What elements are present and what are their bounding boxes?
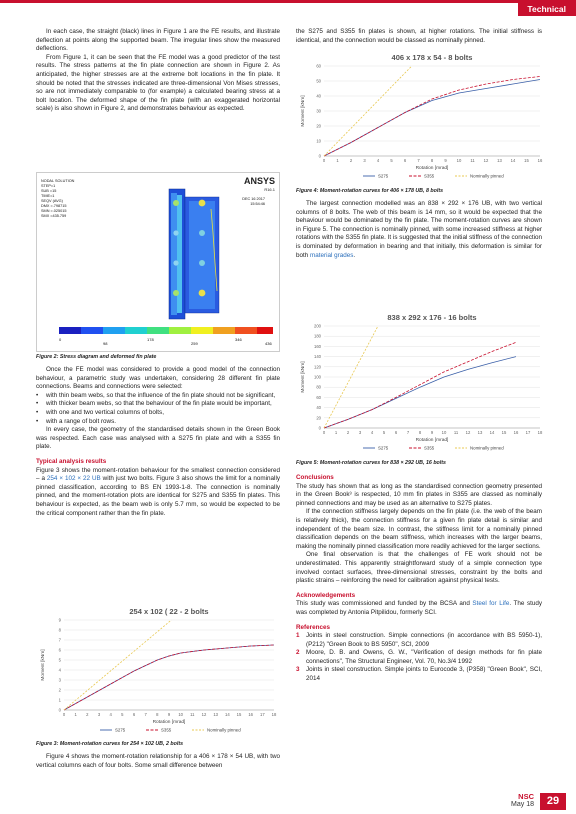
y-tick-label: 60 [316, 394, 321, 400]
x-tick-label: 7 [417, 158, 420, 163]
x-tick-label: 6 [394, 430, 398, 435]
y-tick-label: 20 [316, 123, 321, 129]
paragraph: Figure 4 shows the moment-rotation relationship for a 406 × 178 × 54 UB, with two vertical columns each of four bolts. Some small difference between [36, 753, 280, 769]
fin-plate-model [169, 189, 219, 319]
x-tick-label: 5 [121, 712, 124, 717]
x-tick-label: 4 [109, 712, 112, 717]
y-axis-label: Moment [kNm] [301, 95, 306, 127]
ref-text: Joints in steel construction. Simple connections (in accordance with BS 5950-1), (P212) "Green Book to BS 5950", SCI, 2009 [306, 632, 542, 648]
x-tick-label: 17 [525, 430, 531, 435]
y-tick-label: 120 [314, 364, 321, 370]
y-tick-label: 9 [58, 617, 61, 623]
x-tick-label: 15 [524, 158, 529, 163]
y-tick-label: 0 [318, 153, 321, 159]
steel-for-life-link[interactable]: Steel for Life [472, 600, 510, 608]
x-tick-label: 6 [403, 158, 407, 163]
x-tick-label: 8 [430, 158, 434, 163]
figure4-caption: Figure 4: Moment-rotation curves for 406 × 178 UB, 8 bolts [296, 188, 444, 194]
x-tick-label: 3 [363, 158, 366, 163]
scale-label: 98 [103, 341, 108, 346]
x-tick-label: 4 [376, 158, 380, 163]
y-tick-label: 6 [58, 647, 61, 653]
x-tick-label: 5 [390, 158, 393, 163]
y-axis-label: Moment [kNm] [41, 649, 46, 681]
y-tick-label: 20 [316, 415, 321, 421]
chart-title: 406 x 178 x 54 - 8 bolts [391, 53, 473, 62]
paragraph [296, 200, 542, 260]
reference-list [296, 632, 542, 684]
reference-item [296, 649, 542, 666]
x-tick-label: 12 [465, 430, 471, 435]
x-tick-label: 2 [349, 158, 353, 163]
scale-label: 0 [59, 337, 62, 342]
legend-label: S355 [424, 173, 435, 179]
x-tick-label: 13 [213, 712, 219, 717]
text: The largest connection modelled was an 838 × 292 × 176 UB, with two vertical columns of 8 bolts. The web of this beam is 14 mm, so it would be expected that the behaviour would be dominated by the fin plate. The moment-rotation curves are shown in Figure 5. The connection is nominally pinned, with some increased stiffness at higher rotations with the S355 fin plate. It is suggested that the initial stiffness of the connection is dominated by deformation in bearing and that initially, this deformation is similar for both [296, 200, 542, 259]
x-tick-label: 13 [477, 430, 483, 435]
left-column-top [36, 28, 280, 114]
x-tick-label: 16 [537, 158, 543, 163]
paragraph [296, 600, 542, 617]
paragraph: From Figure 1, it can be seen that the FE model was a good predictor of the test results. The stress patterns at the fin plate connection are shown in Figure 2. As anticipated, the higher stresses are at the extreme bolt locations in the fin plate. It should be noted that the stresses indicated are three-dimensional Von Mises stresses, so are not immediately comparable to (for example) a calculated bearing stress at a bolt location. The deformed shape of the fin plate (with an exaggerated horizontal scale) is also shown in Figure 2, and demonstrates behaviour as expected. [36, 53, 280, 113]
reference-item [296, 666, 542, 683]
fea-legend-line: DMX =.798715 [41, 204, 67, 208]
chart-figure3 [36, 604, 280, 740]
chart-title: 838 x 292 x 176 - 16 bolts [387, 313, 477, 322]
y-tick-label: 3 [58, 677, 61, 683]
ref-number: 1 [296, 632, 300, 640]
series-line [324, 357, 516, 428]
left-column-bottom [36, 753, 280, 770]
y-tick-label: 80 [316, 384, 321, 390]
y-tick-label: 40 [316, 93, 321, 99]
x-tick-label: 8 [156, 712, 159, 717]
section-heading: Acknowledgements [296, 591, 356, 599]
x-tick-label: 10 [178, 712, 184, 717]
fea-date: DEC 16 2017 [242, 197, 265, 201]
x-tick-label: 18 [271, 712, 277, 717]
paragraph: In each case, the straight (black) lines in Figure 1 are the FE results, and illustrate deflection at points along the supported beam. The irregular lines show the measured deflections. [36, 28, 280, 53]
figure2-caption: Figure 2: Stress diagram and deformed fin plate [36, 354, 157, 360]
x-tick-label: 1 [336, 158, 339, 163]
scale-label: 436 [265, 341, 272, 346]
stress-colour-scale [59, 327, 273, 334]
x-tick-label: 2 [346, 430, 350, 435]
legend-label: S275 [378, 445, 389, 451]
x-tick-label: 6 [132, 712, 136, 717]
right-column-top [296, 28, 542, 45]
fea-time: 15:54:46 [250, 202, 265, 206]
right-column-bottom [296, 472, 542, 684]
x-axis-label: Rotation [mrad] [152, 720, 186, 725]
x-tick-label: 14 [510, 158, 516, 163]
section-heading: References [296, 623, 330, 631]
x-tick-label: 7 [144, 712, 147, 717]
legend-label: Nominally pinned [470, 173, 504, 179]
x-tick-label: 18 [537, 430, 543, 435]
x-tick-label: 10 [441, 430, 447, 435]
list-item: • with thicker beam webs, so that the behaviour of the fin plate would be important, [44, 400, 280, 409]
x-tick-label: 3 [358, 430, 362, 435]
y-axis-label: Moment [kNm] [301, 361, 306, 393]
material-grades-link[interactable]: material grades [310, 251, 354, 259]
paragraph: The study has shown that as long as the standardised connection geometry presented in the Green Book³ is respected, 10 mm fin plates in S355 are classed as nominally pinned connections and may be used as an alternative to S275 plates. [296, 482, 542, 507]
x-tick-label: 11 [470, 158, 475, 163]
x-tick-label: 4 [370, 430, 374, 435]
section-heading: Typical analysis results [36, 457, 107, 465]
legend-label: Nominally pinned [470, 445, 504, 451]
x-tick-label: 1 [334, 430, 338, 435]
text: Figure 3 shows the moment-rotation behaviour for the smallest connection considered – a [36, 466, 280, 483]
y-tick-label: 10 [316, 138, 321, 144]
fea-legend-line: SMN =.025015 [41, 209, 67, 213]
x-tick-label: 8 [418, 430, 422, 435]
beam-link[interactable]: 254 × 102 × 22 UB [46, 475, 101, 483]
x-tick-label: 9 [167, 712, 171, 717]
fea-legend-line: STEP=1 [41, 184, 56, 188]
legend-label: S275 [115, 727, 126, 733]
y-tick-label: 140 [314, 354, 321, 360]
figure3-caption: Figure 3: Moment-rotation curves for 254 × 102 UB, 2 bolts [36, 741, 184, 747]
section-heading: Conclusions [296, 474, 334, 481]
y-tick-label: 4 [58, 667, 61, 673]
legend-label: Nominally pinned [207, 727, 241, 733]
chart-figure4 [296, 50, 546, 186]
x-tick-label: 3 [97, 712, 101, 717]
scale-label: 346 [235, 337, 242, 342]
x-tick-label: 9 [430, 430, 434, 435]
ref-number: 3 [296, 666, 300, 674]
right-column-middle [296, 200, 542, 260]
y-tick-label: 180 [314, 333, 321, 339]
x-tick-label: 9 [444, 158, 447, 163]
y-tick-label: 5 [58, 657, 61, 663]
x-axis-label: Rotation [mrad] [415, 438, 449, 443]
y-tick-label: 8 [58, 627, 61, 633]
x-tick-label: 5 [382, 430, 386, 435]
page-header [0, 0, 576, 18]
y-tick-label: 7 [58, 637, 61, 643]
header-rule [0, 0, 576, 3]
chart-title: 254 x 102 ( 22 - 2 bolts [129, 607, 209, 616]
x-tick-label: 11 [453, 430, 459, 435]
ansys-version: R16.1 [264, 187, 275, 192]
bullet-list [36, 392, 280, 426]
text: . [353, 251, 356, 259]
paragraph: If the connection stiffness largely depends on the fin plate (i.e. the web of the beam is relatively thick), the connection stiffness for a given fin plate detail is similar and independent of the beam size. In contrast, the stiffness limit for a nominally pinned classification depends on the beam stiffness, which increases with the larger beams, making the nominally pinned classification more readily achieved for the larger sections. [296, 508, 542, 550]
list-item: • with one and two vertical columns of bolts, [44, 409, 280, 418]
x-tick-label: 13 [497, 158, 502, 163]
y-tick-label: 0 [318, 425, 321, 431]
series-line [324, 342, 516, 428]
x-tick-label: 0 [322, 158, 326, 163]
legend-label: S355 [161, 727, 172, 733]
fea-legend-line: SUB =15 [41, 189, 57, 193]
reference-item [296, 632, 542, 649]
x-tick-label: 17 [259, 712, 265, 717]
fea-legend-line: TIME=1 [41, 194, 55, 198]
fea-stress-figure [36, 172, 280, 352]
list-item: • with a range of bolt rows. [44, 418, 280, 427]
x-tick-label: 10 [456, 158, 462, 163]
fea-legend-line: SEQV (AVG) [41, 199, 63, 203]
scale-label: 178 [147, 337, 154, 342]
paragraph [36, 467, 280, 519]
series-line [324, 77, 540, 157]
paragraph: In every case, the geometry of the standardised details shown in the Green Book was respected. Each case was analysed with a S275 fin plate and with a S355 fin plate. [36, 426, 280, 451]
x-tick-label: 15 [501, 430, 507, 435]
paragraph: Once the FE model was considered to provide a good model of the connection behaviour, a parametric study was undertaken, considering 28 different fin plate connections. Beams and connections were selected: [36, 366, 280, 391]
text: with just two bolts. Figure 3 also shows the limit for a nominally pinned classification, according to BS EN 1993-1-8. The connection is nominally pinned, and the moment-rotation plots are identical for S275 and S355 fin plates. This behaviour is expected, as the beam web is only 5.7 mm, so would be expected to be the critical component rather than the fin plate. [36, 475, 280, 517]
left-column-middle [36, 366, 280, 518]
x-tick-label: 16 [248, 712, 254, 717]
paragraph: the S275 and S355 fin plates is shown, at higher rotations. The initial stiffness is identical, and the connection would be classed as nominally pinned. [296, 28, 542, 44]
x-tick-label: 0 [62, 712, 66, 717]
fea-legend-line: SMX =435.759 [41, 214, 67, 218]
x-tick-label: 1 [74, 712, 77, 717]
x-axis-label: Rotation [mrad] [415, 166, 449, 171]
legend-label: S355 [424, 445, 435, 451]
page-number: 29 [540, 793, 566, 810]
x-tick-label: 12 [483, 158, 489, 163]
text: . The study was completed by Antonia Pitpilidou, formerly SCI. [296, 600, 542, 616]
y-tick-label: 40 [316, 405, 321, 411]
ref-text: Moore, D. B. and Owens, G. W., "Verification of design methods for fin plate connections", The Structural Engineer, Vol. 70, No.3/4 1992 [306, 649, 542, 665]
y-tick-label: 100 [314, 374, 321, 380]
list-item: • with thin beam webs, so that the influence of the fin plate should not be significant, [44, 392, 280, 401]
scale-label: 259 [191, 341, 198, 346]
y-tick-label: 1 [58, 697, 61, 703]
figure5-caption: Figure 5: Moment-rotation curves for 838 × 292 UB, 16 bolts [296, 460, 446, 466]
x-tick-label: 12 [201, 712, 207, 717]
y-tick-label: 200 [314, 323, 321, 329]
ref-text: Joints in steel construction. Simple joints to Eurocode 3, (P358) "Green Book", SCI, 2014 [306, 666, 542, 683]
section-label: Technical [527, 4, 566, 14]
text: This study was commissioned and funded by the BCSA and [296, 600, 473, 608]
x-tick-label: 7 [406, 430, 410, 435]
y-tick-label: 0 [58, 707, 61, 713]
fea-stress-diagram [37, 173, 279, 351]
y-tick-label: 30 [316, 108, 321, 114]
x-tick-label: 14 [224, 712, 230, 717]
issue-date: May 18 [511, 801, 534, 808]
fea-legend-line: NODAL SOLUTION [41, 179, 75, 183]
paragraph: One final observation is that the challenges of FE work should not be underestimated. This apparently straightforward study of a simple connection type involved contact surfaces, three-dimensional stresses, constraint by the bolts and plastic strains – reinforcing the need for calibration against physical tests. [296, 551, 542, 585]
ansys-logo: ANSYS [243, 176, 275, 186]
legend-label: S275 [378, 173, 389, 179]
y-tick-label: 2 [58, 687, 61, 693]
ref-number: 2 [296, 649, 300, 657]
series-line [324, 80, 540, 157]
magazine-name: NSC [518, 792, 534, 801]
x-tick-label: 0 [322, 430, 326, 435]
x-tick-label: 14 [489, 430, 495, 435]
x-tick-label: 11 [190, 712, 195, 717]
y-tick-label: 60 [316, 63, 321, 69]
y-tick-label: 50 [316, 78, 321, 84]
x-tick-label: 15 [236, 712, 242, 717]
y-tick-label: 160 [314, 343, 321, 349]
x-tick-label: 2 [86, 712, 89, 717]
series-line [64, 620, 171, 710]
x-tick-label: 16 [513, 430, 519, 435]
chart-figure5 [296, 310, 546, 458]
